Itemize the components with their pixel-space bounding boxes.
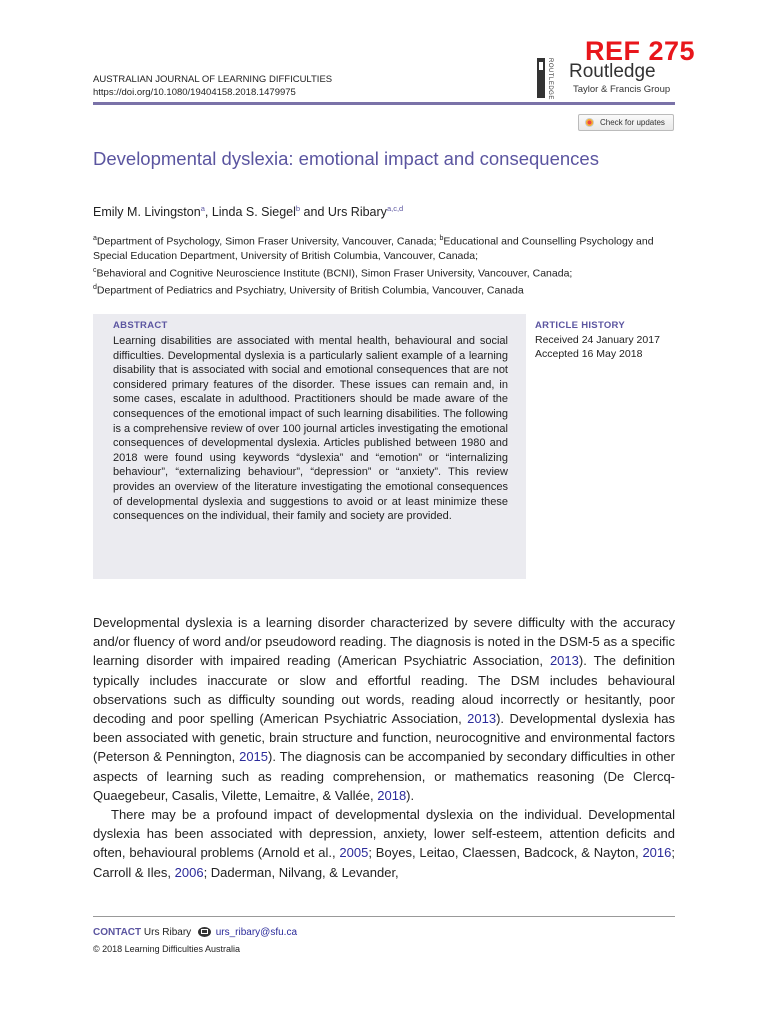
contact-name: Urs Ribary: [143, 927, 192, 938]
author-affil-sup[interactable]: b: [295, 204, 301, 213]
journal-doi[interactable]: https://doi.org/10.1080/19404158.2018.1479975: [93, 87, 296, 98]
citation-link[interactable]: 2006: [174, 864, 204, 880]
text-run: ). The diagnosis can be accompanied by secondary difficulties in other aspects of learning such as reading comprehension, or mathematics reasoning (De Clercq-Quaegebeur, Casalis, Vilette, Lemaitre, & Vallée,: [93, 749, 675, 803]
body-text: [93, 613, 675, 882]
author-affil-sup[interactable]: a: [200, 204, 205, 213]
text-run: ). The definition typically includes inaccurate or slow and effortful reading. The DSM includes behavioural observations such as difficulty sounding out words, reading aloud incorrectly or hesitantly, poor decoding and poor spelling (American Psychiatric Association,: [93, 653, 675, 727]
text-run: There may be a profound impact of developmental dyslexia on the individual. Developmental dyslexia has been associated with depression, anxiety, lower self-esteem, attention deficits and often, behavioural problems (Arnold et al.,: [93, 807, 675, 861]
article-history: [535, 333, 660, 361]
citation-link[interactable]: 2005: [339, 845, 369, 861]
check-for-updates-label: Check for updates: [600, 118, 665, 127]
author-affil-sup[interactable]: a,c,d: [386, 204, 404, 213]
author-name: Emily M. Livingston: [93, 205, 201, 220]
citation-link[interactable]: 2018: [377, 787, 407, 803]
article-history-label: ARTICLE HISTORY: [535, 320, 626, 331]
journal-name: AUSTRALIAN JOURNAL OF LEARNING DIFFICULTIES: [93, 74, 333, 85]
check-for-updates-button[interactable]: [578, 114, 674, 131]
journal-header: [93, 73, 332, 99]
article-title: Developmental dyslexia: emotional impact and consequences: [93, 148, 599, 169]
affiliation-d: Department of Pediatrics and Psychiatry, University of British Columbia, Vancouver, Canada: [96, 284, 524, 296]
contact-line: [93, 927, 297, 938]
affil-sup: a: [93, 235, 97, 242]
author-name: Linda S. Siegel: [211, 205, 296, 220]
reference-stamp: REF 275: [585, 36, 696, 66]
header-rule: [93, 102, 675, 105]
footer-rule: [93, 916, 675, 917]
crossmark-icon: [585, 118, 594, 127]
accepted-date: Accepted 16 May 2018: [535, 348, 643, 360]
citation-link[interactable]: 2015: [239, 749, 269, 765]
publisher-group: Taylor & Francis Group: [573, 84, 671, 95]
publisher-name: Routledge: [569, 61, 656, 82]
affiliation-a: Department of Psychology, Simon Fraser University, Vancouver, Canada;: [96, 235, 440, 248]
author-separator: ,: [204, 205, 212, 220]
author-name: Urs Ribary: [327, 205, 387, 220]
publisher-logo: [535, 56, 685, 100]
text-run: ).: [406, 787, 415, 803]
author-separator: and: [300, 205, 328, 220]
text-run: ). Developmental dyslexia has been associated with genetic, brain structure and function, neurocognitive and environmental factors (Peterson & Pennington,: [93, 711, 675, 765]
abstract-label: ABSTRACT: [113, 320, 168, 331]
contact-label: CONTACT: [93, 927, 142, 938]
publisher-vertical-text: ROUTLEDGE: [547, 58, 553, 100]
author-list: [93, 204, 403, 219]
email-icon: [198, 927, 211, 937]
text-run: ; Boyes, Leitao, Claessen, Badcock, & Nayton,: [368, 845, 643, 861]
routledge-emblem-icon: [537, 58, 545, 98]
citation-link[interactable]: 2016: [642, 845, 672, 861]
paragraph: [93, 805, 675, 882]
affiliation-b: Educational and Counselling Psychology and Special Education Department, University of British Columbia, Vancouver, Canada;: [93, 235, 654, 262]
abstract-text: Learning disabilities are associated with mental health, behavioural and social difficulties. Developmental dyslexia is a particularly salient example of a learning disability that is associated with social and emotional consequences that are not considered primary features of the disorder. These issues can remain and, in some cases, escalate in adulthood. Practitioners should be made aware of the consequences of the emotional impact of such learning disabilities. The following is a comprehensive review of over 100 journal articles investigating the emotional consequences of developmental dyslexia. Articles published between 1980 and 2018 were found using keywords “dyslexia” and “emotion” or “internalizing behaviour”, “externalizing behaviour”, “depression” or “anxiety”. This review provides an overview of the literature investigating the emotional consequences of developmental dyslexia and suggestions to avoid or at least minimize these consequences on the individual, their family and society are provided.: [113, 335, 508, 523]
copyright: © 2018 Learning Difficulties Australia: [93, 944, 241, 954]
affiliations: [93, 232, 678, 298]
paragraph: [93, 613, 675, 805]
text-run: Developmental dyslexia is a learning disorder characterized by severe difficulty with the accuracy and/or fluency of word and/or pseudoword reading. The diagnosis is noted in the DSM-5 as a specific learning disorder with impaired reading (American Psychiatric Association,: [93, 615, 675, 669]
text-run: ; Carroll & Iles,: [93, 845, 675, 880]
affil-sup: d: [93, 283, 97, 291]
affil-sup: c: [93, 266, 97, 274]
text-run: ; Daderman, Nilvang, & Levander,: [203, 864, 399, 880]
citation-link[interactable]: 2013: [467, 711, 497, 727]
received-date: Received 24 January 2017: [535, 334, 660, 346]
contact-email-link[interactable]: urs_ribary@sfu.ca: [215, 927, 298, 938]
affiliation-c: Behavioral and Cognitive Neuroscience Institute (BCNI), Simon Fraser University, Vancouver, Canada;: [96, 267, 573, 279]
citation-link[interactable]: 2013: [549, 653, 579, 669]
affil-sup: b: [439, 235, 444, 242]
